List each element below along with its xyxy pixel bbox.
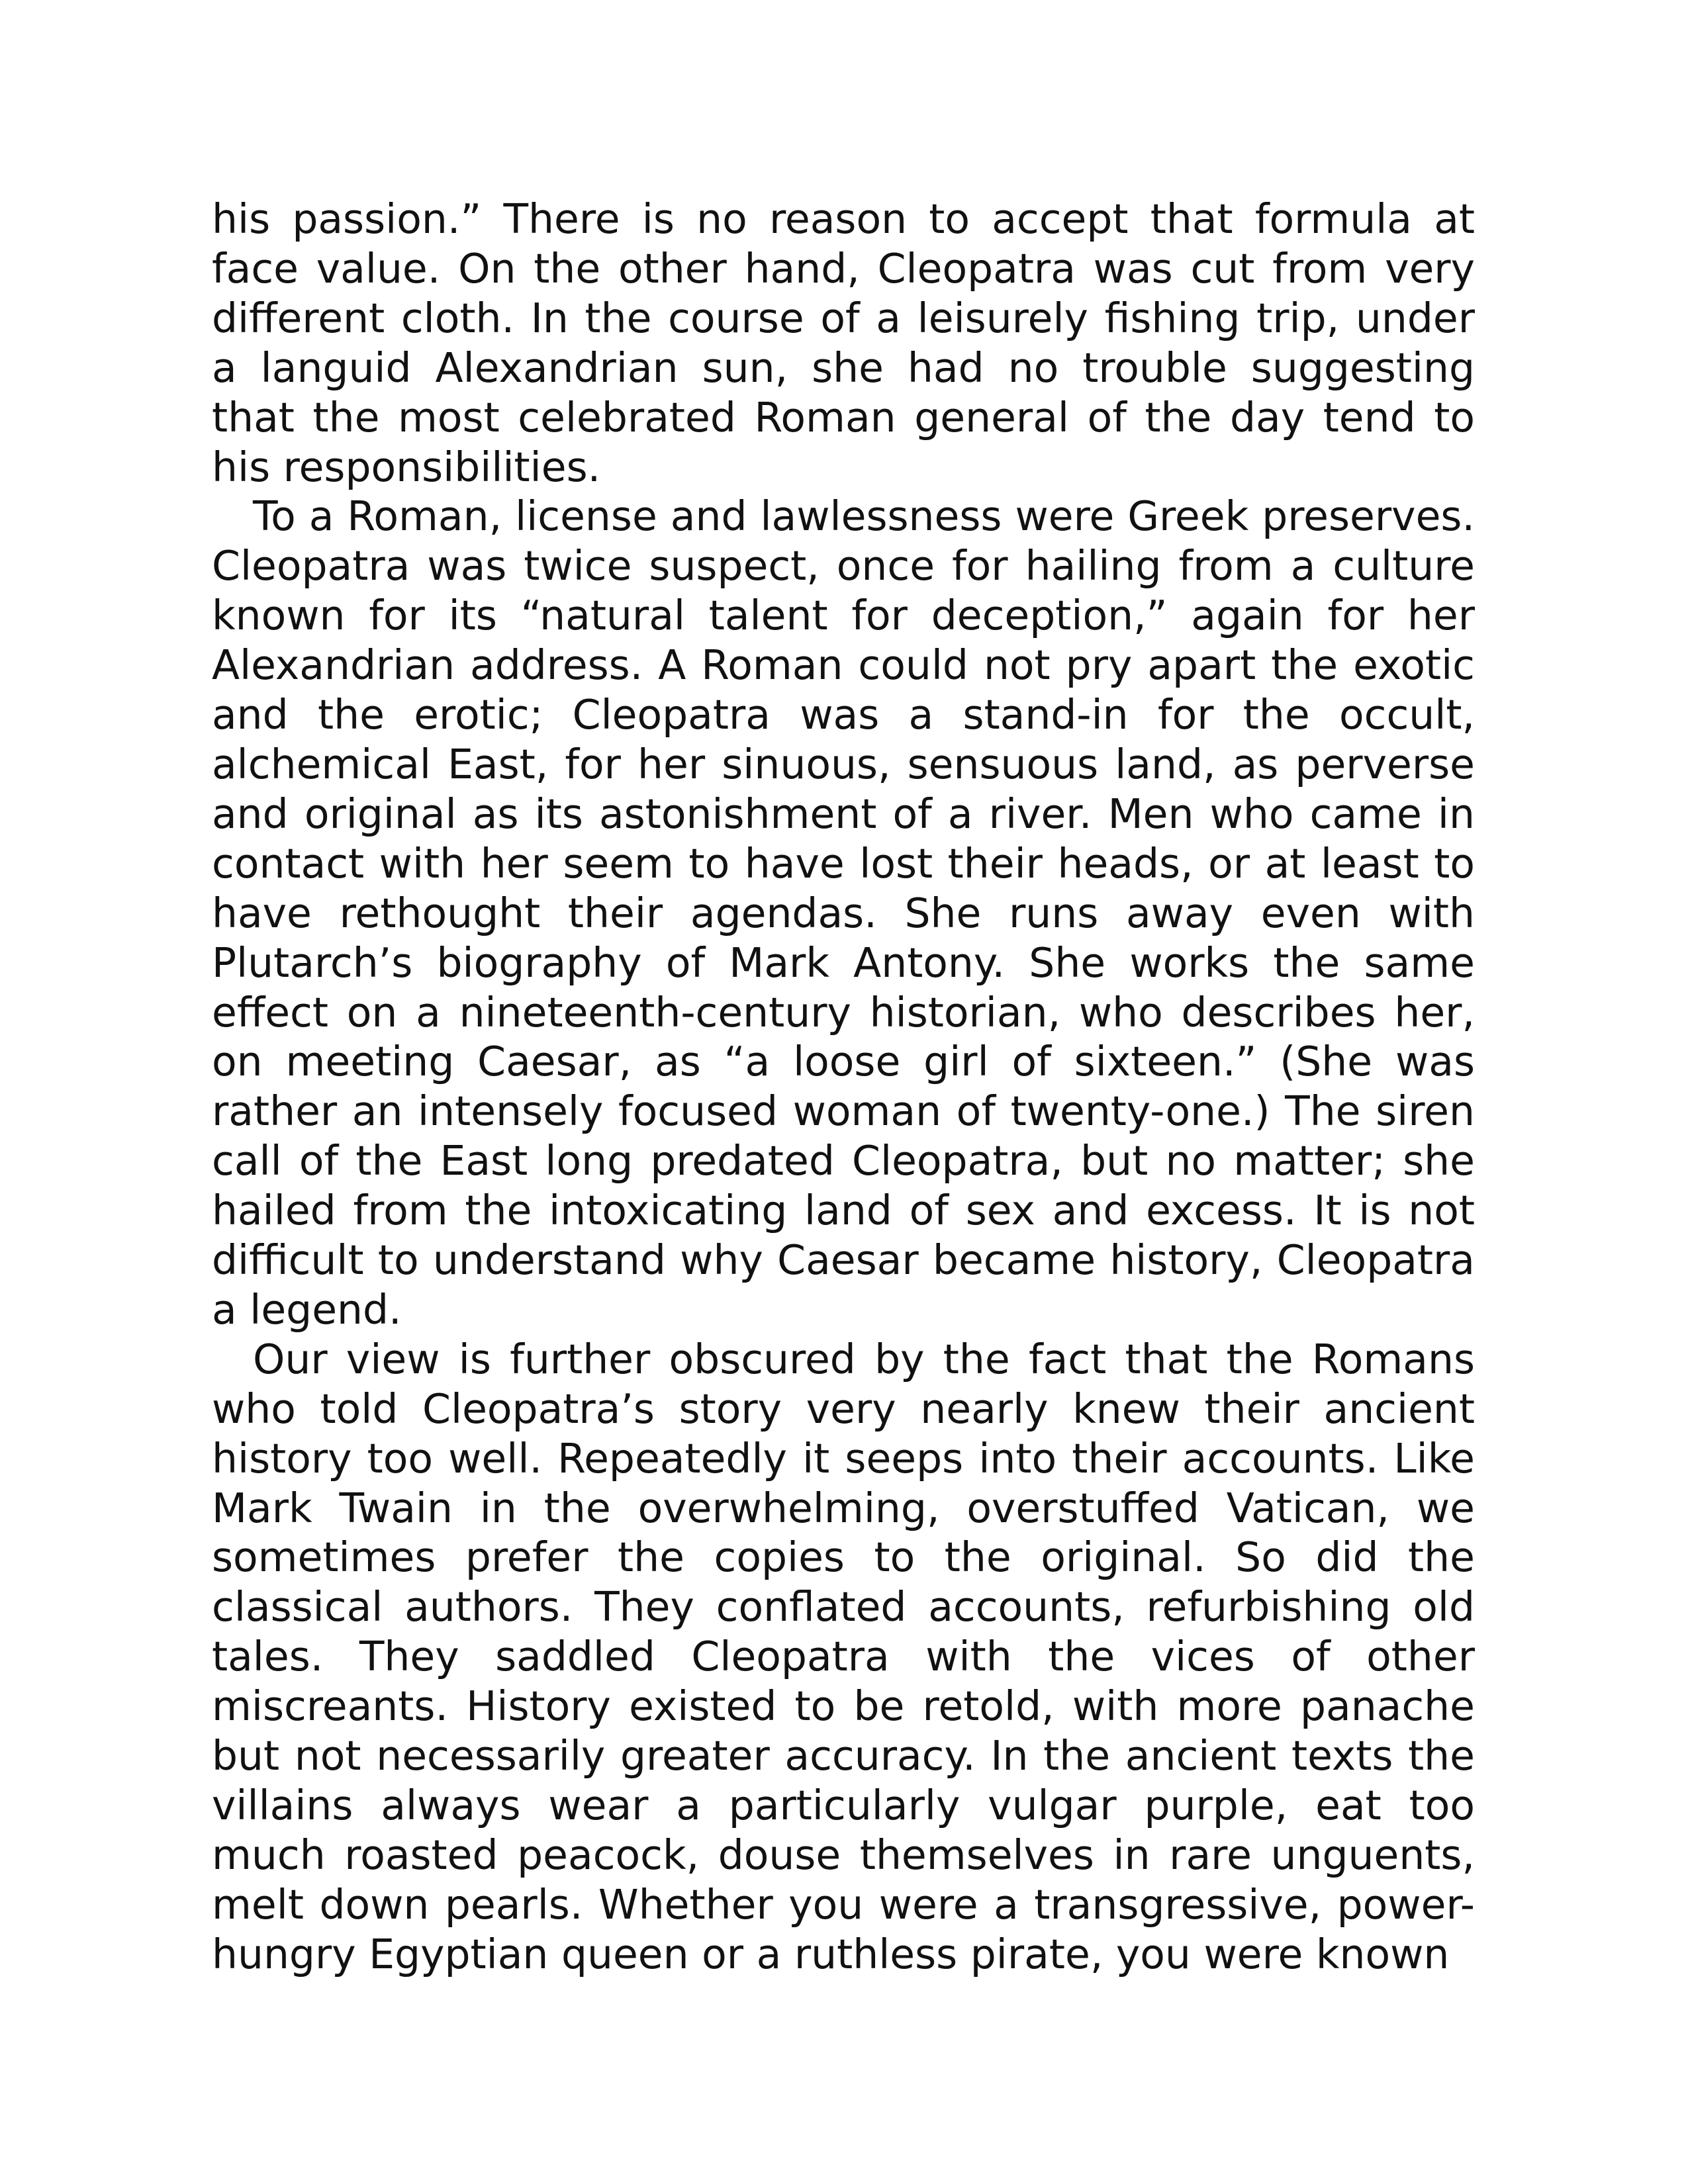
paragraph-1: his passion.” There is no reason to accept that formula at face value. On the other hand, Cleopatra was cut from very different cloth. In the course of a leisurely fishing trip, under a languid Alexandrian sun, she had no trouble suggesting that the most celebrated Roman general of the day tend to his responsibilities. [212, 195, 1475, 491]
paragraph-2: To a Roman, license and lawlessness were Greek preserves. Cleopatra was twice suspect, once for hailing from a culture known for its “natural talent for deception,” again for her Alexandrian address. A Roman could not pry apart the exotic and the erotic; Cleopatra was a stand-in for the occult, alchemical East, for her sinuous, sensuous land, as perverse and original as its astonishment of a river. Men who came in contact with her seem to have lost their heads, or at least to have rethought their agendas. She runs away even with Plutarch’s biography of Mark Antony. She works the same effect on a nineteenth-century historian, who describes her, on meeting Caesar, as “a loose girl of sixteen.” (She was rather an intensely focused woman of twenty-one.) The siren call of the East long predated Cleopatra, but no matter; she hailed from the intoxicating land of sex and excess. It is not difficult to understand why Caesar became history, Cleopatra a legend. [212, 492, 1475, 1334]
paragraph-3: Our view is further obscured by the fact that the Romans who told Cleopatra’s story very nearly knew their ancient history too well. Repeatedly it seeps into their accounts. Like Mark Twain in the overwhelming, overstuffed Vatican, we sometimes prefer the copies to the original. So did the classical authors. They conflated accounts, refurbishing old tales. They saddled Cleopatra with the vices of other miscreants. History existed to be retold, with more panache but not necessarily greater accuracy. In the ancient texts the villains always wear a particularly vulgar purple, eat too much roasted peacock, douse themselves in rare unguents, melt down pearls. Whether you were a transgressive, power-hungry Egyptian queen or a ruthless pirate, you were known [212, 1335, 1475, 1978]
body-text [212, 195, 1475, 1979]
